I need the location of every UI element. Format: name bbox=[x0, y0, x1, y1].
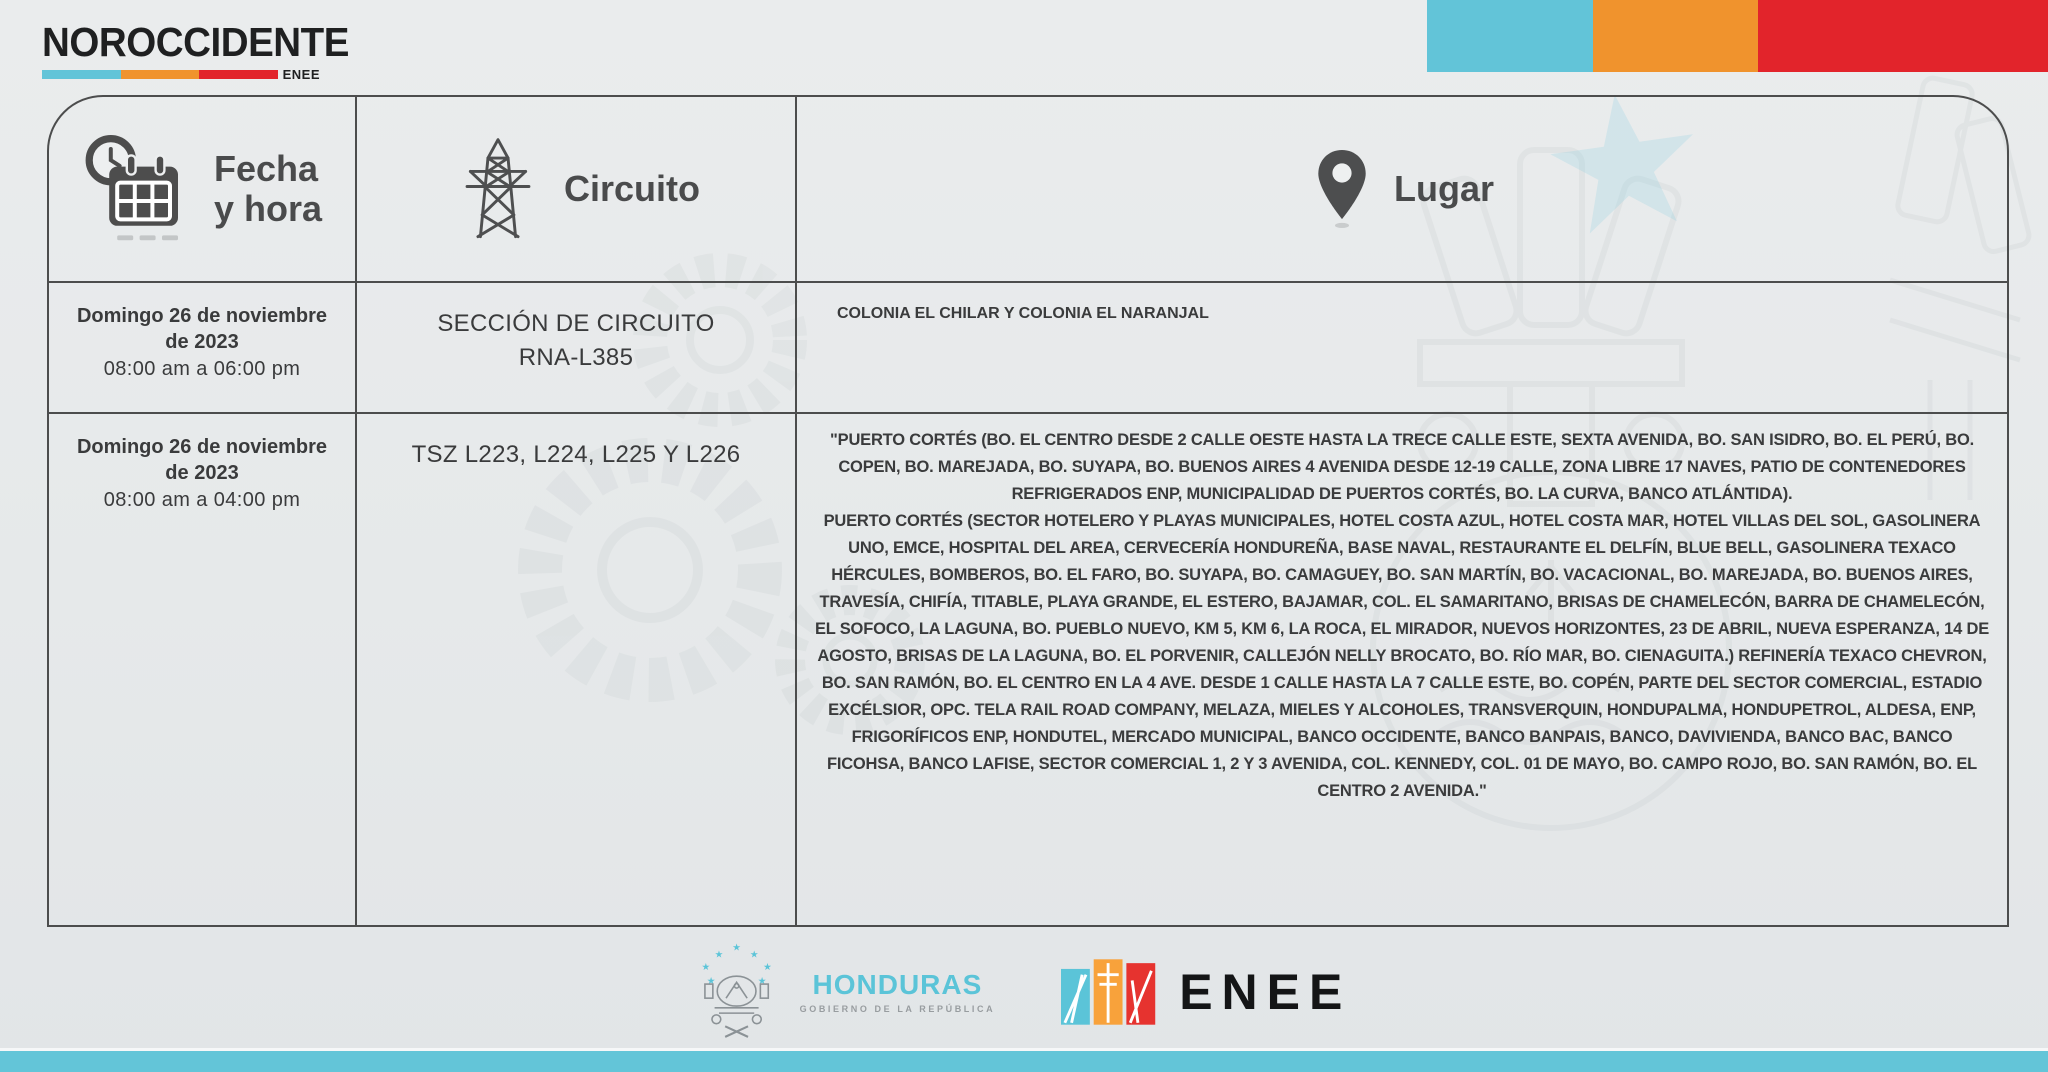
svg-text:★: ★ bbox=[714, 949, 723, 961]
svg-text:★: ★ bbox=[762, 962, 772, 973]
svg-text:★: ★ bbox=[757, 976, 767, 988]
header-label-circuito: Circuito bbox=[563, 168, 700, 210]
header-cell-lugar bbox=[797, 97, 2007, 283]
region-logo bbox=[42, 19, 369, 82]
row1-time: 08:00 am a 06:00 pm bbox=[103, 358, 301, 380]
corner-block-red bbox=[1758, 0, 2048, 72]
header-label-lugar: Lugar bbox=[1393, 168, 1494, 210]
row2-date-cell bbox=[49, 414, 357, 925]
header-cell-fecha-y-hora bbox=[49, 97, 357, 283]
region-logo-enee-text: ENEE bbox=[282, 67, 320, 82]
row1-date-cell bbox=[49, 283, 357, 414]
underline-red-segment bbox=[199, 70, 278, 79]
row2-time: 08:00 am a 04:00 pm bbox=[103, 489, 301, 511]
row2-place-paragraph-2: PUERTO CORTÉS (SECTOR HOTELERO Y PLAYAS MUNICIPALES, HOTEL COSTA AZUL, HOTEL COSTA MAR, HOTEL VILLAS DEL SOL, GASOLINERA UNO, EMCE, HOSPITAL DEL AREA, CERVECERÍA HONDUREÑA, BASE NAVAL, RESTAURANTE EL DELFÍN, BLUE BELL, GASOLINERA TEXACO HÉRCULES, BOMBEROS, BO. EL FARO, BO. SUYAPA, BO. CAMAGUEY, BO. SAN MARTÍN, BO. VACACIONAL, BO. MAREJADA, BO. BUENOS AIRES, TRAVESÍA, CHIFÍA, TITABLE, PLAYA GRANDE, EL ESTERO, BAJAMAR, COL. EL SAMARITANO, BRISAS DE CHAMELECÓN, BARRA DE CHAMELECÓN, EL SOFOCO, LA LAGUNA, BO. PUEBLO NUEVO, KM 5, KM 6, LA ROCA, EL MIRADOR, NUEVOS HORIZONTES, 23 DE ABRIL, NUEVA ESPERANZA, 14 DE AGOSTO, BRISAS DE LA LAGUNA, BO. EL PORVENIR, CALLEJÓN NELLY BROCATO, BO. RÍO MAR, BO. CIENAGUITA.) REFINERÍA TEXACO CHEVRON, BO. SAN RAMÓN, BO. EL CENTRO EN LA 4 AVE. DESDE 1 CALLE HASTA LA 7 CALLE ESTE, BO. COPÉN, PARTE DEL SECTOR COMERCIAL, ESTADIO EXCÉLSIOR, OPC. TELA RAIL ROAD COMPANY, MELAZA, MIELES Y ALCOHOLES, TRANSVERQUIN, HONDUPALMA, HONDUPETROL, ALDESA, ENP, FRIGORÍFICOS ENP, HONDUTEL, MERCADO MUNICIPAL, BANCO OCCIDENTE, BANCO BANPAIS, BANCO, DAVIVIENDA, BANCO BAC, BANCO FICOHSA, BANCO LAFISE, SECTOR COMERCIAL 1, 2 Y 3 AVENIDA, COL. KENNEDY, COL. 01 DE MAYO, BO. CAMPO ROJO, BO. SAN RAMÓN, BO. EL CENTRO 2 AVENIDA." bbox=[814, 512, 1990, 800]
honduras-subtitle: GOBIERNO DE LA REPÚBLICA bbox=[799, 1003, 996, 1014]
underline-cyan-segment bbox=[42, 70, 121, 79]
row1-date: Domingo 26 de noviembre de 2023 bbox=[76, 305, 328, 353]
bottom-cyan-bar bbox=[0, 1051, 2048, 1072]
corner-block-orange bbox=[1593, 0, 1758, 72]
row2-circuit: TSZ L223, L224, L225 Y L226 bbox=[411, 441, 741, 468]
svg-text:★: ★ bbox=[749, 949, 759, 961]
enee-wordmark: ENEE bbox=[1179, 964, 1352, 1020]
footer bbox=[0, 940, 2048, 1044]
region-logo-text: NOROCCIDENTE bbox=[42, 19, 349, 65]
transmission-tower-icon bbox=[452, 133, 544, 245]
svg-text:★: ★ bbox=[701, 962, 710, 973]
header-label-fecha-y-hora: Fecha y hora bbox=[213, 148, 323, 229]
row1-circuit-cell bbox=[357, 283, 797, 414]
enee-logo bbox=[1061, 958, 1351, 1026]
row2-place-cell bbox=[797, 414, 2007, 925]
header-cell-circuito bbox=[357, 97, 797, 283]
location-pin-icon bbox=[1310, 134, 1374, 244]
honduras-coat-of-arms-icon bbox=[697, 940, 785, 1044]
honduras-logo-text bbox=[799, 968, 996, 1014]
calendar-clock-icon bbox=[82, 133, 194, 245]
outage-schedule-table bbox=[47, 95, 2009, 927]
underline-orange-segment bbox=[121, 70, 200, 79]
row1-place: COLONIA EL CHILAR Y COLONIA EL NARANJAL bbox=[837, 305, 1209, 322]
row2-place-paragraph-1: "PUERTO CORTÉS (BO. EL CENTRO DESDE 2 CALLE OESTE HASTA LA TRECE CALLE ESTE, SEXTA AVENIDA, BO. SAN ISIDRO, BO. EL PERÚ, BO. COPEN, BO. MAREJADA, BO. SUYAPA, BO. BUENOS AIRES 4 AVENIDA DESDE 12-19 CALLE, ZONA LIBRE 17 NAVES, PATIO DE CONTENEDORES REFRIGERADOS ENP, MUNICIPALIDAD DE PUERTOS CORTÉS, BO. LA CURVA, BANCO ATLÁNTIDA). bbox=[830, 431, 1974, 503]
corner-block-cyan bbox=[1427, 0, 1593, 72]
row2-circuit-cell bbox=[357, 414, 797, 925]
enee-bars-icon bbox=[1061, 958, 1161, 1026]
row1-place-cell bbox=[797, 283, 2007, 414]
honduras-title: HONDURAS bbox=[812, 968, 983, 1000]
row2-date: Domingo 26 de noviembre de 2023 bbox=[76, 436, 328, 484]
svg-text:★: ★ bbox=[706, 976, 716, 988]
row1-circuit: SECCIÓN DE CIRCUITO RNA-L385 bbox=[437, 310, 715, 372]
region-logo-underline bbox=[42, 67, 320, 82]
svg-text:★: ★ bbox=[731, 942, 741, 954]
row2-place bbox=[797, 414, 2007, 805]
honduras-government-logo bbox=[697, 940, 996, 1044]
